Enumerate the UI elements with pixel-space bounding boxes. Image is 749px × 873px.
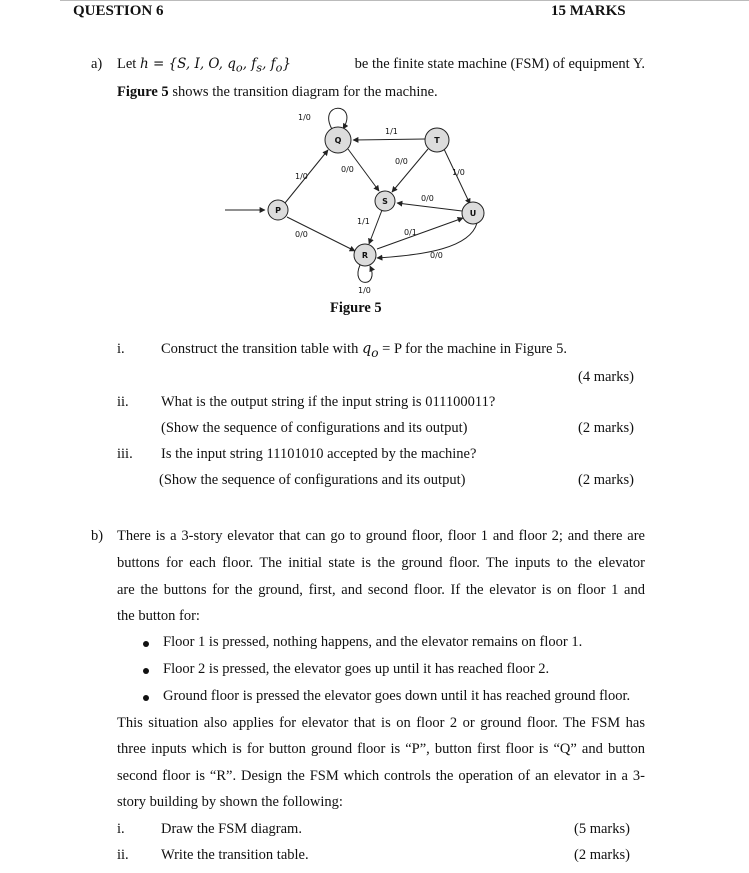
- state-u-label: U: [469, 209, 477, 218]
- label-t-u: 1/0: [452, 168, 465, 177]
- part-b-line-4: the button for:: [117, 608, 200, 624]
- state-s-label: S: [382, 197, 388, 206]
- top-rule: [60, 0, 749, 1]
- label-u-s: 0/0: [421, 194, 434, 203]
- edge-r-u: [377, 218, 463, 249]
- bullet-text-1: Floor 1 is pressed, nothing happens, and the elevator remains on floor 1.: [163, 634, 583, 650]
- edge-u-s: [397, 203, 462, 211]
- figure-ref: Figure 5: [117, 84, 169, 100]
- item-b-ii-text: Write the transition table.: [161, 847, 309, 863]
- part-b-after-1: This situation also applies for elevator that is on floor 2 or ground floor. The FSM has: [117, 715, 645, 731]
- label-u-r: 0/0: [430, 251, 443, 260]
- part-b-after-2: three inputs which is for button ground floor is “P”, button first floor is “Q” and button: [117, 741, 645, 757]
- label-s-r: 1/1: [357, 217, 370, 226]
- fsm-diagram: [215, 103, 505, 298]
- part-b-line-1: There is a 3-story elevator that can go to ground floor, floor 1 and floor 2; and there are: [117, 528, 645, 544]
- item-a-iii-marks: (2 marks): [578, 472, 634, 488]
- edge-s-r: [369, 210, 382, 244]
- part-a-line1: [117, 56, 645, 75]
- fsm-def-tail2: , f: [262, 56, 276, 72]
- question-title: QUESTION 6: [73, 3, 164, 19]
- label-q-self: 1/0: [298, 113, 311, 122]
- question-marks: 15 MARKS: [551, 3, 626, 19]
- label-t-s: 0/0: [395, 157, 408, 166]
- item-a-i-qsub: o: [371, 345, 379, 360]
- part-b-after-4: story building by shown the following:: [117, 794, 343, 810]
- part-b-label: b): [91, 528, 104, 544]
- part-a-label: a): [91, 56, 103, 72]
- item-a-ii-num: ii.: [117, 394, 129, 410]
- fsm-def-tail: , f: [242, 56, 257, 72]
- part-a-line1-rest: be the finite state machine (FSM) of equipment Y.: [354, 56, 645, 72]
- part-a-line1-lead: Let: [117, 56, 137, 72]
- item-a-iii-num: iii.: [117, 446, 133, 462]
- state-r-label: R: [361, 251, 369, 260]
- fsm-def-end: }: [282, 56, 292, 72]
- item-a-iii-text: Is the input string 11101010 accepted by the machine?: [161, 446, 477, 462]
- bullet-3: [143, 695, 149, 701]
- state-q-label: Q: [334, 136, 342, 145]
- label-t-q: 1/1: [385, 127, 398, 136]
- label-p-r: 0/0: [295, 230, 308, 239]
- state-t-label: T: [434, 136, 440, 145]
- item-b-i-text: Draw the FSM diagram.: [161, 821, 302, 837]
- part-a-line2-rest: shows the transition diagram for the machine.: [168, 84, 438, 100]
- bullet-text-3: Ground floor is pressed the elevator goes down until it has reached ground floor.: [163, 688, 631, 704]
- item-b-i-num: i.: [117, 821, 125, 837]
- fsm-def-main: h = {S, I, O, q: [139, 56, 236, 72]
- part-b-line-2: buttons for each floor. The initial state is the ground floor. The inputs to the elevator: [117, 555, 645, 571]
- part-b-line-3: are the buttons for the ground, first, and second floor. If the elevator is on floor 1 and: [117, 582, 645, 598]
- item-a-iii-text2: (Show the sequence of configurations and its output): [159, 472, 466, 488]
- item-a-ii-text: What is the output string if the input string is 011100011?: [161, 394, 496, 410]
- item-a-ii-marks: (2 marks): [578, 420, 634, 436]
- label-q-s: 0/0: [341, 165, 354, 174]
- fsm-def-sub-o2: o: [275, 61, 283, 75]
- item-b-i-marks: (5 marks): [574, 821, 630, 837]
- item-a-i-q: q: [361, 341, 372, 357]
- label-r-u: 0/1: [404, 228, 417, 237]
- edge-t-q: [353, 139, 425, 140]
- item-a-i-num: i.: [117, 341, 125, 357]
- item-a-i-lead: Construct the transition table with: [161, 341, 362, 357]
- state-p-label: P: [275, 206, 281, 215]
- edge-u-r: [377, 223, 477, 258]
- bullet-2: [143, 668, 149, 674]
- fsm-def-sub-o: o: [235, 61, 243, 75]
- item-a-ii-text2: (Show the sequence of configurations and its output): [161, 420, 468, 436]
- label-p-q: 1/0: [295, 172, 308, 181]
- fsm-def-sub-s: s: [256, 61, 263, 75]
- part-a-line2: [117, 84, 438, 101]
- part-b-after-3: second floor is “R”. Design the FSM which controls the operation of an elevator in a 3-: [117, 768, 645, 784]
- bullet-1: [143, 641, 149, 647]
- figure-caption: Figure 5: [330, 300, 382, 316]
- item-b-ii-marks: (2 marks): [574, 847, 630, 863]
- bullet-text-2: Floor 2 is pressed, the elevator goes up until it has reached floor 2.: [163, 661, 550, 677]
- edge-t-s: [392, 149, 428, 192]
- item-a-i-marks: (4 marks): [578, 369, 634, 385]
- label-r-self: 1/0: [358, 286, 371, 295]
- fsm-definition: [139, 56, 292, 75]
- edge-r-self: [358, 265, 372, 282]
- item-b-ii-num: ii.: [117, 847, 129, 863]
- item-a-i-text: [161, 341, 567, 360]
- item-a-i-rest: = P for the machine in Figure 5.: [378, 341, 567, 357]
